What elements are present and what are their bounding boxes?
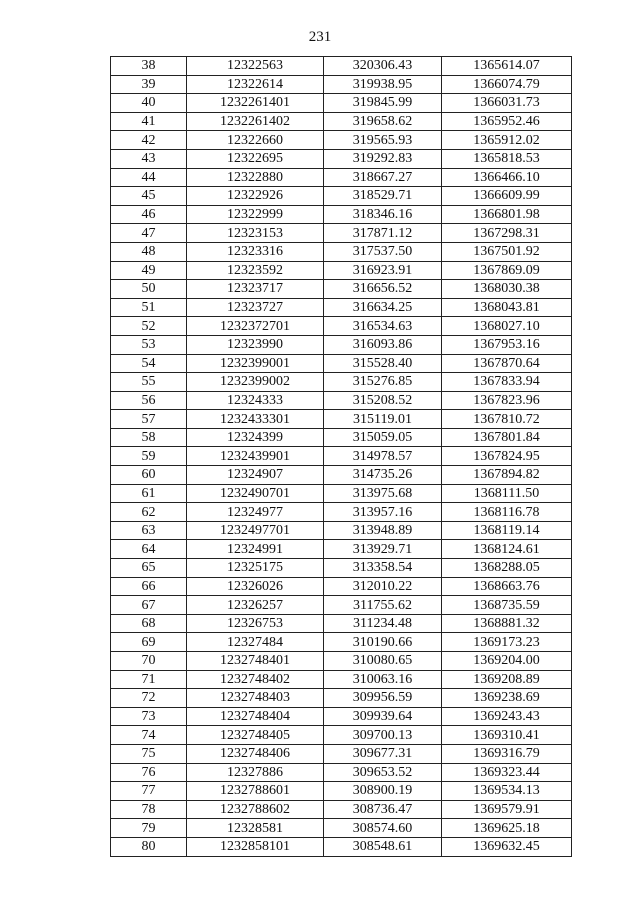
table-row [111, 633, 572, 652]
y-coordinate-cell: 1367824.95 [442, 447, 572, 466]
y-coordinate-cell: 1369534.13 [442, 782, 572, 801]
table-row [111, 689, 572, 708]
row-number-cell: 76 [111, 763, 187, 782]
table-row [111, 317, 572, 336]
row-number-cell: 45 [111, 187, 187, 206]
point-id-cell: 12325175 [187, 559, 324, 578]
x-coordinate-cell: 313358.54 [324, 559, 442, 578]
row-number-cell: 80 [111, 837, 187, 856]
y-coordinate-cell: 1369208.89 [442, 670, 572, 689]
table-row [111, 94, 572, 113]
x-coordinate-cell: 318529.71 [324, 187, 442, 206]
row-number-cell: 52 [111, 317, 187, 336]
table-row [111, 280, 572, 299]
table-row [111, 391, 572, 410]
row-number-cell: 71 [111, 670, 187, 689]
point-id-cell: 1232433301 [187, 410, 324, 429]
point-id-cell: 1232858101 [187, 837, 324, 856]
row-number-cell: 66 [111, 577, 187, 596]
table-row [111, 447, 572, 466]
row-number-cell: 57 [111, 410, 187, 429]
table-row [111, 484, 572, 503]
point-id-cell: 12322563 [187, 57, 324, 76]
x-coordinate-cell: 314978.57 [324, 447, 442, 466]
row-number-cell: 43 [111, 149, 187, 168]
row-number-cell: 65 [111, 559, 187, 578]
table-row [111, 354, 572, 373]
row-number-cell: 49 [111, 261, 187, 280]
table-row [111, 503, 572, 522]
x-coordinate-cell: 314735.26 [324, 466, 442, 485]
y-coordinate-cell: 1369243.43 [442, 707, 572, 726]
y-coordinate-cell: 1368119.14 [442, 521, 572, 540]
point-id-cell: 1232497701 [187, 521, 324, 540]
table-row [111, 205, 572, 224]
y-coordinate-cell: 1365818.53 [442, 149, 572, 168]
table-row [111, 75, 572, 94]
row-number-cell: 60 [111, 466, 187, 485]
row-number-cell: 42 [111, 131, 187, 150]
row-number-cell: 55 [111, 373, 187, 392]
y-coordinate-cell: 1369316.79 [442, 744, 572, 763]
point-id-cell: 12322926 [187, 187, 324, 206]
x-coordinate-cell: 319845.99 [324, 94, 442, 113]
point-id-cell: 1232399002 [187, 373, 324, 392]
row-number-cell: 63 [111, 521, 187, 540]
row-number-cell: 54 [111, 354, 187, 373]
table-row [111, 410, 572, 429]
point-id-cell: 1232748404 [187, 707, 324, 726]
x-coordinate-cell: 308574.60 [324, 819, 442, 838]
table-row [111, 168, 572, 187]
x-coordinate-cell: 311234.48 [324, 614, 442, 633]
point-id-cell: 1232748405 [187, 726, 324, 745]
point-id-cell: 12328581 [187, 819, 324, 838]
x-coordinate-cell: 319565.93 [324, 131, 442, 150]
row-number-cell: 41 [111, 112, 187, 131]
y-coordinate-cell: 1367870.64 [442, 354, 572, 373]
x-coordinate-cell: 313948.89 [324, 521, 442, 540]
table-row [111, 559, 572, 578]
x-coordinate-cell: 309939.64 [324, 707, 442, 726]
point-id-cell: 1232788602 [187, 800, 324, 819]
point-id-cell: 12324333 [187, 391, 324, 410]
point-id-cell: 12324907 [187, 466, 324, 485]
table-row [111, 335, 572, 354]
x-coordinate-cell: 309677.31 [324, 744, 442, 763]
y-coordinate-cell: 1368043.81 [442, 298, 572, 317]
x-coordinate-cell: 319938.95 [324, 75, 442, 94]
row-number-cell: 62 [111, 503, 187, 522]
point-id-cell: 1232490701 [187, 484, 324, 503]
row-number-cell: 74 [111, 726, 187, 745]
page-number: 231 [308, 29, 332, 45]
point-id-cell: 1232439901 [187, 447, 324, 466]
table-row [111, 298, 572, 317]
coordinates-table [110, 56, 572, 857]
table-row [111, 577, 572, 596]
y-coordinate-cell: 1365614.07 [442, 57, 572, 76]
table-row [111, 149, 572, 168]
table-row [111, 707, 572, 726]
y-coordinate-cell: 1368027.10 [442, 317, 572, 336]
table-row [111, 112, 572, 131]
y-coordinate-cell: 1367810.72 [442, 410, 572, 429]
row-number-cell: 56 [111, 391, 187, 410]
y-coordinate-cell: 1367833.94 [442, 373, 572, 392]
x-coordinate-cell: 319658.62 [324, 112, 442, 131]
x-coordinate-cell: 315208.52 [324, 391, 442, 410]
y-coordinate-cell: 1368030.38 [442, 280, 572, 299]
y-coordinate-cell: 1369579.91 [442, 800, 572, 819]
row-number-cell: 46 [111, 205, 187, 224]
row-number-cell: 44 [111, 168, 187, 187]
point-id-cell: 1232399001 [187, 354, 324, 373]
point-id-cell: 1232788601 [187, 782, 324, 801]
y-coordinate-cell: 1368116.78 [442, 503, 572, 522]
row-number-cell: 51 [111, 298, 187, 317]
y-coordinate-cell: 1368881.32 [442, 614, 572, 633]
x-coordinate-cell: 317871.12 [324, 224, 442, 243]
y-coordinate-cell: 1368111.50 [442, 484, 572, 503]
row-number-cell: 59 [111, 447, 187, 466]
y-coordinate-cell: 1369310.41 [442, 726, 572, 745]
x-coordinate-cell: 316923.91 [324, 261, 442, 280]
x-coordinate-cell: 318346.16 [324, 205, 442, 224]
y-coordinate-cell: 1366031.73 [442, 94, 572, 113]
x-coordinate-cell: 310063.16 [324, 670, 442, 689]
y-coordinate-cell: 1368124.61 [442, 540, 572, 559]
x-coordinate-cell: 313975.68 [324, 484, 442, 503]
table-row [111, 57, 572, 76]
table-row [111, 521, 572, 540]
y-coordinate-cell: 1369204.00 [442, 652, 572, 671]
row-number-cell: 70 [111, 652, 187, 671]
point-id-cell: 1232748402 [187, 670, 324, 689]
x-coordinate-cell: 313929.71 [324, 540, 442, 559]
point-id-cell: 12322660 [187, 131, 324, 150]
y-coordinate-cell: 1365952.46 [442, 112, 572, 131]
point-id-cell: 12327484 [187, 633, 324, 652]
table-row [111, 614, 572, 633]
y-coordinate-cell: 1369323.44 [442, 763, 572, 782]
table-row [111, 652, 572, 671]
row-number-cell: 53 [111, 335, 187, 354]
table-row [111, 373, 572, 392]
row-number-cell: 48 [111, 242, 187, 261]
x-coordinate-cell: 317537.50 [324, 242, 442, 261]
row-number-cell: 39 [111, 75, 187, 94]
table-row [111, 819, 572, 838]
point-id-cell: 12323153 [187, 224, 324, 243]
table-row [111, 726, 572, 745]
x-coordinate-cell: 312010.22 [324, 577, 442, 596]
y-coordinate-cell: 1369238.69 [442, 689, 572, 708]
x-coordinate-cell: 315276.85 [324, 373, 442, 392]
row-number-cell: 47 [111, 224, 187, 243]
row-number-cell: 50 [111, 280, 187, 299]
row-number-cell: 73 [111, 707, 187, 726]
point-id-cell: 1232748406 [187, 744, 324, 763]
point-id-cell: 1232261401 [187, 94, 324, 113]
table-row [111, 763, 572, 782]
table-row [111, 466, 572, 485]
y-coordinate-cell: 1367501.92 [442, 242, 572, 261]
row-number-cell: 72 [111, 689, 187, 708]
x-coordinate-cell: 316656.52 [324, 280, 442, 299]
point-id-cell: 12326026 [187, 577, 324, 596]
row-number-cell: 79 [111, 819, 187, 838]
y-coordinate-cell: 1367869.09 [442, 261, 572, 280]
table-row [111, 428, 572, 447]
point-id-cell: 12326257 [187, 596, 324, 615]
table-row [111, 744, 572, 763]
table-row [111, 540, 572, 559]
point-id-cell: 12324991 [187, 540, 324, 559]
y-coordinate-cell: 1367953.16 [442, 335, 572, 354]
point-id-cell: 12323717 [187, 280, 324, 299]
x-coordinate-cell: 318667.27 [324, 168, 442, 187]
x-coordinate-cell: 308900.19 [324, 782, 442, 801]
x-coordinate-cell: 315528.40 [324, 354, 442, 373]
y-coordinate-cell: 1365912.02 [442, 131, 572, 150]
x-coordinate-cell: 315119.01 [324, 410, 442, 429]
row-number-cell: 64 [111, 540, 187, 559]
x-coordinate-cell: 316093.86 [324, 335, 442, 354]
y-coordinate-cell: 1367823.96 [442, 391, 572, 410]
table-row [111, 596, 572, 615]
y-coordinate-cell: 1366074.79 [442, 75, 572, 94]
table-row [111, 224, 572, 243]
row-number-cell: 58 [111, 428, 187, 447]
point-id-cell: 12324399 [187, 428, 324, 447]
row-number-cell: 78 [111, 800, 187, 819]
x-coordinate-cell: 316634.25 [324, 298, 442, 317]
y-coordinate-cell: 1366801.98 [442, 205, 572, 224]
point-id-cell: 12324977 [187, 503, 324, 522]
point-id-cell: 12323727 [187, 298, 324, 317]
point-id-cell: 12323990 [187, 335, 324, 354]
y-coordinate-cell: 1369173.23 [442, 633, 572, 652]
table-row [111, 187, 572, 206]
row-number-cell: 40 [111, 94, 187, 113]
row-number-cell: 77 [111, 782, 187, 801]
table-row [111, 261, 572, 280]
table-row [111, 242, 572, 261]
x-coordinate-cell: 320306.43 [324, 57, 442, 76]
y-coordinate-cell: 1367894.82 [442, 466, 572, 485]
y-coordinate-cell: 1368288.05 [442, 559, 572, 578]
y-coordinate-cell: 1367298.31 [442, 224, 572, 243]
y-coordinate-cell: 1368663.76 [442, 577, 572, 596]
x-coordinate-cell: 310190.66 [324, 633, 442, 652]
row-number-cell: 61 [111, 484, 187, 503]
point-id-cell: 12323592 [187, 261, 324, 280]
row-number-cell: 38 [111, 57, 187, 76]
point-id-cell: 12323316 [187, 242, 324, 261]
point-id-cell: 12322999 [187, 205, 324, 224]
table-row [111, 670, 572, 689]
table-body [111, 57, 572, 857]
x-coordinate-cell: 316534.63 [324, 317, 442, 336]
x-coordinate-cell: 311755.62 [324, 596, 442, 615]
x-coordinate-cell: 313957.16 [324, 503, 442, 522]
point-id-cell: 1232261402 [187, 112, 324, 131]
point-id-cell: 12322695 [187, 149, 324, 168]
x-coordinate-cell: 309956.59 [324, 689, 442, 708]
y-coordinate-cell: 1368735.59 [442, 596, 572, 615]
point-id-cell: 12326753 [187, 614, 324, 633]
point-id-cell: 12322614 [187, 75, 324, 94]
x-coordinate-cell: 309700.13 [324, 726, 442, 745]
table-row [111, 800, 572, 819]
x-coordinate-cell: 309653.52 [324, 763, 442, 782]
table-row [111, 837, 572, 856]
row-number-cell: 69 [111, 633, 187, 652]
point-id-cell: 1232748401 [187, 652, 324, 671]
x-coordinate-cell: 308736.47 [324, 800, 442, 819]
table-row [111, 782, 572, 801]
row-number-cell: 67 [111, 596, 187, 615]
table-row [111, 131, 572, 150]
y-coordinate-cell: 1366609.99 [442, 187, 572, 206]
x-coordinate-cell: 308548.61 [324, 837, 442, 856]
row-number-cell: 68 [111, 614, 187, 633]
y-coordinate-cell: 1367801.84 [442, 428, 572, 447]
row-number-cell: 75 [111, 744, 187, 763]
point-id-cell: 1232748403 [187, 689, 324, 708]
y-coordinate-cell: 1366466.10 [442, 168, 572, 187]
y-coordinate-cell: 1369625.18 [442, 819, 572, 838]
x-coordinate-cell: 310080.65 [324, 652, 442, 671]
point-id-cell: 12322880 [187, 168, 324, 187]
x-coordinate-cell: 315059.05 [324, 428, 442, 447]
point-id-cell: 1232372701 [187, 317, 324, 336]
y-coordinate-cell: 1369632.45 [442, 837, 572, 856]
point-id-cell: 12327886 [187, 763, 324, 782]
x-coordinate-cell: 319292.83 [324, 149, 442, 168]
